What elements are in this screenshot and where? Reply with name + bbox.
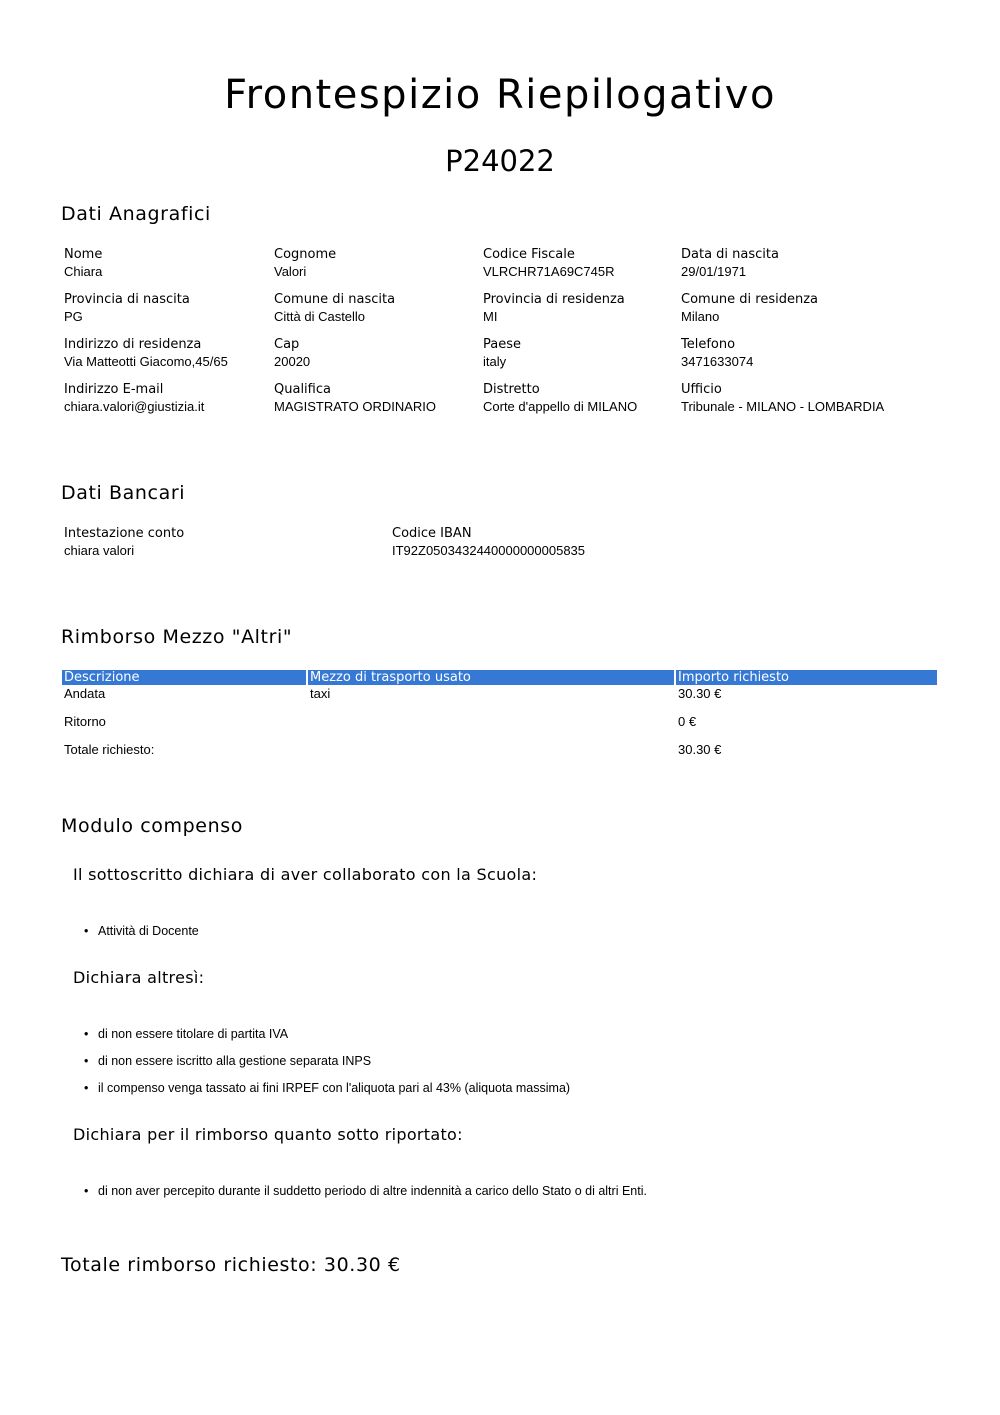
field-email [64,381,204,415]
bullet-icon: • [84,1184,89,1198]
field-codice-fiscale [483,246,615,280]
field-value: 29/01/1971 [681,264,747,279]
list-item-text: il compenso venga tassato ai fini IRPEF con l'aliquota pari al 43% (aliquota massima) [98,1081,571,1095]
field-label: Paese [483,337,521,352]
field-value: Città di Castello [274,309,366,324]
field-label: Provincia di residenza [483,292,625,307]
section-title-compenso: Modulo compenso [61,815,243,837]
field-label: Cap [274,337,300,352]
field-label: Distretto [483,382,540,397]
field-intestazione-conto [64,525,184,559]
field-value: Valori [274,264,307,279]
field-data-nascita [681,246,779,280]
field-value: Milano [681,309,720,324]
list-item [84,1054,371,1068]
field-value: Corte d'appello di MILANO [483,399,638,414]
field-value: IT92Z0503432440000000005835 [392,543,586,558]
section-title-bancari: Dati Bancari [61,482,186,504]
document-code: P24022 [445,144,555,178]
field-value: Tribunale - MILANO - LOMBARDIA [681,399,885,414]
table-cell: 0 € [678,714,697,729]
field-iban [392,525,585,559]
field-label: Comune di residenza [681,292,819,307]
field-value: MAGISTRATO ORDINARIO [274,399,437,414]
field-telefono [681,336,753,370]
field-label: Codice IBAN [392,526,472,541]
field-provincia-nascita [64,291,190,325]
table-header-importo: Importo richiesto [676,670,937,685]
field-qualifica [274,381,436,415]
list-item-text: di non aver percepito durante il suddetto periodo di altre indennità a carico dello Stato o di altri Enti. [98,1184,647,1198]
table-cell: 30.30 € [678,686,722,701]
table-cell: Ritorno [64,714,106,729]
list-item [84,924,199,938]
total-reimbursement: Totale rimborso richiesto: 30.30 € [61,1254,401,1276]
field-value: MI [483,309,498,324]
field-label: Cognome [274,247,337,262]
bullet-icon: • [84,1081,89,1095]
field-label: Indirizzo di residenza [64,337,202,352]
list-item-text: di non essere iscritto alla gestione separata INPS [98,1054,372,1068]
field-label: Comune di nascita [274,292,396,307]
section-title-anagrafica: Dati Anagrafici [61,203,211,225]
field-value: italy [483,354,507,369]
bullet-icon: • [84,1054,89,1068]
field-ufficio [681,381,884,415]
field-label: Qualifica [274,382,331,397]
rimborso-heading: Dichiara per il rimborso quanto sotto riportato: [73,1125,463,1144]
list-item-text: Attività di Docente [98,924,199,938]
field-label: Data di nascita [681,247,779,262]
field-value: chiara.valori@giustizia.it [64,399,205,414]
page-title: Frontespizio Riepilogativo [224,72,776,118]
table-header-descrizione: Descrizione [62,670,306,685]
field-distretto [483,381,637,415]
field-value: Via Matteotti Giacomo,45/65 [64,354,228,369]
list-item [84,1081,570,1095]
section-title-rimborso: Rimborso Mezzo "Altri" [61,626,293,648]
field-cap [274,336,310,370]
field-value: 20020 [274,354,311,369]
field-label: Ufficio [681,382,722,397]
table-cell: Andata [64,686,106,701]
field-label: Indirizzo E-mail [64,382,164,397]
table-cell: 30.30 € [678,742,722,757]
field-label: Provincia di nascita [64,292,190,307]
field-indirizzo-residenza [64,336,228,370]
collab-heading: Il sottoscritto dichiara di aver collaborato con la Scuola: [73,865,538,884]
table-header-mezzo: Mezzo di trasporto usato [308,670,674,685]
list-item [84,1027,288,1041]
field-label: Telefono [681,337,736,352]
field-value: 3471633074 [681,354,754,369]
bullet-icon: • [84,924,89,938]
field-label: Nome [64,247,103,262]
list-item-text: di non essere titolare di partita IVA [98,1027,289,1041]
field-comune-nascita [274,291,395,325]
table-cell: taxi [310,686,331,701]
field-label: Codice Fiscale [483,247,575,262]
field-value: PG [64,309,83,324]
field-value: VLRCHR71A69C745R [483,264,615,279]
field-nome [64,246,102,280]
table-cell: Totale richiesto: [64,742,155,757]
field-paese [483,336,521,370]
field-comune-residenza [681,291,818,325]
field-value: Chiara [64,264,103,279]
field-cognome [274,246,336,280]
field-value: chiara valori [64,543,135,558]
list-item [84,1184,647,1198]
altresi-heading: Dichiara altresì: [73,968,205,987]
field-label: Intestazione conto [64,526,185,541]
bullet-icon: • [84,1027,89,1041]
field-provincia-residenza [483,291,625,325]
